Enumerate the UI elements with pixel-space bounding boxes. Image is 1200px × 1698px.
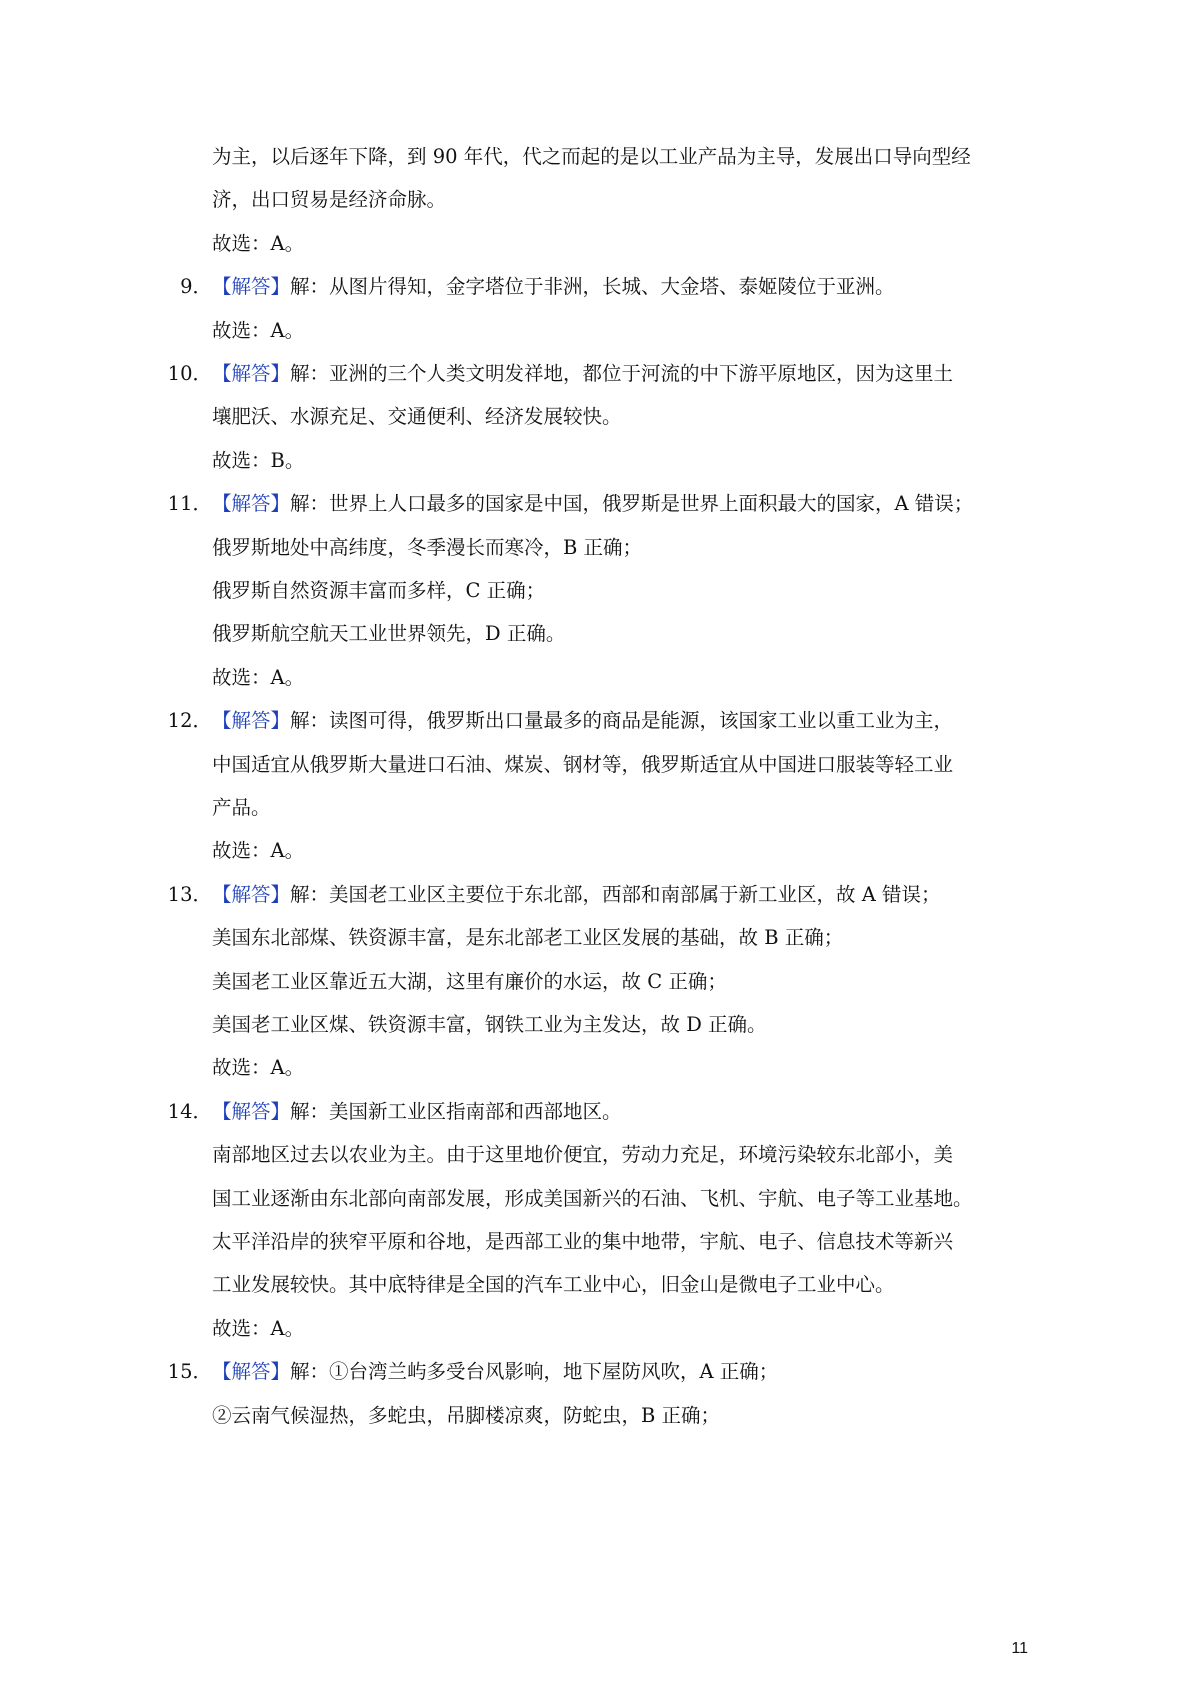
text-line: 壤肥沃、水源充足、交通便利、经济发展较快。	[212, 405, 622, 428]
answer-tag: 【解答】	[212, 492, 291, 515]
answer-tag: 【解答】	[212, 709, 291, 732]
answer-text: 解：美国新工业区指南部和西部地区。	[290, 1100, 622, 1123]
text-line: 中国适宜从俄罗斯大量进口石油、煤炭、钢材等，俄罗斯适宜从中国进口服装等轻工业	[212, 753, 954, 776]
text-line: 俄罗斯航空航天工业世界领先，D 正确。	[212, 622, 566, 645]
text-line: 故选：A。	[212, 1317, 305, 1340]
answer-text: 解：世界上人口最多的国家是中国，俄罗斯是世界上面积最大的国家，A 错误；	[290, 492, 974, 515]
text-line: 故选：A。	[212, 1056, 305, 1079]
text-line: 故选：A。	[212, 319, 305, 342]
text-line: 美国老工业区靠近五大湖，这里有廉价的水运，故 C 正确；	[212, 970, 727, 993]
answer-text: 解：美国老工业区主要位于东北部，西部和南部属于新工业区，故 A 错误；	[290, 883, 941, 906]
text-line: 太平洋沿岸的狭窄平原和谷地，是西部工业的集中地带，宇航、电子、信息技术等新兴	[212, 1230, 954, 1253]
text-line: 为主，以后逐年下降，到 90 年代，代之而起的是以工业产品为主导，发展出口导向型经	[212, 145, 971, 168]
item-number: 10．	[167, 362, 212, 385]
text-line: ②云南气候湿热，多蛇虫，吊脚楼凉爽，防蛇虫，B 正确；	[212, 1404, 721, 1427]
answer-tag: 【解答】	[212, 1360, 291, 1383]
text-line: 济，出口贸易是经济命脉。	[212, 188, 447, 211]
answer-text: 解：①台湾兰屿多受台风影响，地下屋防风吹，A 正确；	[290, 1360, 779, 1383]
text-line: 美国东北部煤、铁资源丰富，是东北部老工业区发展的基础，故 B 正确；	[212, 926, 844, 949]
text-line: 故选：A。	[212, 666, 305, 689]
text-line: 工业发展较快。其中底特律是全国的汽车工业中心，旧金山是微电子工业中心。	[212, 1273, 895, 1296]
answer-tag: 【解答】	[212, 883, 291, 906]
text-line: 国工业逐渐由东北部向南部发展，形成美国新兴的石油、飞机、宇航、电子等工业基地。	[212, 1187, 973, 1210]
text-line: 产品。	[212, 796, 271, 819]
text-line: 故选：A。	[212, 839, 305, 862]
page-number: 11	[1011, 1640, 1028, 1657]
item-number: 13．	[167, 883, 212, 906]
item-number: 14．	[167, 1100, 212, 1123]
item-number: 12．	[167, 709, 212, 732]
item-number: 15．	[167, 1360, 212, 1383]
answer-tag: 【解答】	[212, 362, 291, 385]
text-line: 故选：B。	[212, 449, 305, 472]
answer-tag: 【解答】	[212, 275, 291, 298]
text-line: 俄罗斯自然资源丰富而多样，C 正确；	[212, 579, 546, 602]
answer-tag: 【解答】	[212, 1100, 291, 1123]
text-line: 故选：A。	[212, 232, 305, 255]
answer-text: 解：读图可得，俄罗斯出口量最多的商品是能源，该国家工业以重工业为主，	[290, 709, 954, 732]
text-line: 俄罗斯地处中高纬度，冬季漫长而寒冷，B 正确；	[212, 536, 643, 559]
answer-text: 解：亚洲的三个人类文明发祥地，都位于河流的中下游平原地区，因为这里土	[290, 362, 954, 385]
answer-text: 解：从图片得知，金字塔位于非洲，长城、大金塔、泰姬陵位于亚洲。	[290, 275, 895, 298]
item-number: 11．	[167, 492, 212, 515]
text-line: 美国老工业区煤、铁资源丰富，钢铁工业为主发达，故 D 正确。	[212, 1013, 767, 1036]
item-number: 9．	[180, 275, 212, 298]
text-line: 南部地区过去以农业为主。由于这里地价便宜，劳动力充足，环境污染较东北部小，美	[212, 1143, 954, 1166]
